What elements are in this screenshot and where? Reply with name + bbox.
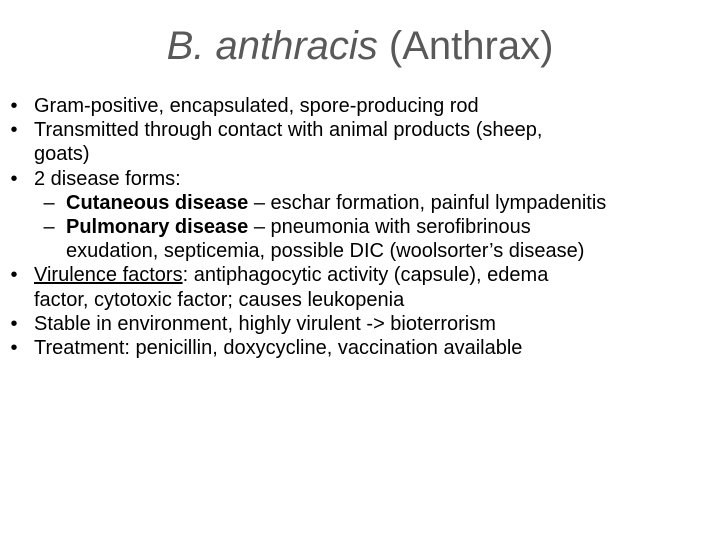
slide-title	[0, 22, 720, 70]
bullet-text: 2 disease forms:	[34, 167, 181, 190]
sub-bullet-text: – eschar formation, painful lympadenitis	[248, 191, 607, 214]
sub-bullet-continuation	[0, 239, 720, 263]
bullet-text: Gram-positive, encapsulated, spore-producing rod	[34, 95, 479, 117]
bullet-item	[0, 336, 720, 360]
bullet-text: Treatment: penicillin, doxycycline, vaccination available	[34, 337, 523, 360]
bullet-marker: •	[10, 95, 18, 117]
bullet-item	[0, 118, 720, 142]
sub-bullet-text: – pneumonia with serofibrinous	[248, 216, 531, 239]
dash-marker: –	[43, 216, 55, 239]
bullet-marker: •	[10, 167, 18, 190]
title-disease: (Anthrax)	[388, 24, 554, 68]
bullet-term: Virulence factors	[34, 264, 183, 287]
bullet-text: Transmitted through contact with animal products (sheep,	[34, 119, 543, 142]
sub-bullet-term: Pulmonary disease	[66, 216, 249, 239]
bullet-list	[0, 94, 720, 360]
bullet-marker: •	[10, 119, 18, 142]
bullet-text: factor, cytotoxic factor; causes leukopenia	[34, 288, 405, 311]
bullet-continuation	[0, 142, 720, 166]
bullet-item	[0, 94, 720, 118]
bullet-text: goats)	[34, 143, 90, 166]
sub-bullet-text: exudation, septicemia, possible DIC (woolsorter’s disease)	[66, 240, 585, 263]
bullet-item	[0, 312, 720, 336]
title-organism: B. anthracis	[166, 24, 378, 68]
bullet-text: Stable in environment, highly virulent -> bioterrorism	[34, 312, 496, 335]
sub-bullet-item	[0, 191, 720, 215]
sub-bullet-item	[0, 215, 720, 239]
bullet-text: : antiphagocytic activity (capsule), edema	[182, 264, 549, 287]
dash-marker: –	[43, 191, 55, 214]
bullet-marker: •	[10, 264, 18, 287]
sub-bullet-term: Cutaneous disease	[66, 191, 249, 214]
bullet-item	[0, 167, 720, 191]
bullet-continuation	[0, 288, 720, 312]
bullet-item	[0, 263, 720, 287]
bullet-marker: •	[10, 337, 18, 360]
bullet-marker: •	[10, 312, 18, 335]
